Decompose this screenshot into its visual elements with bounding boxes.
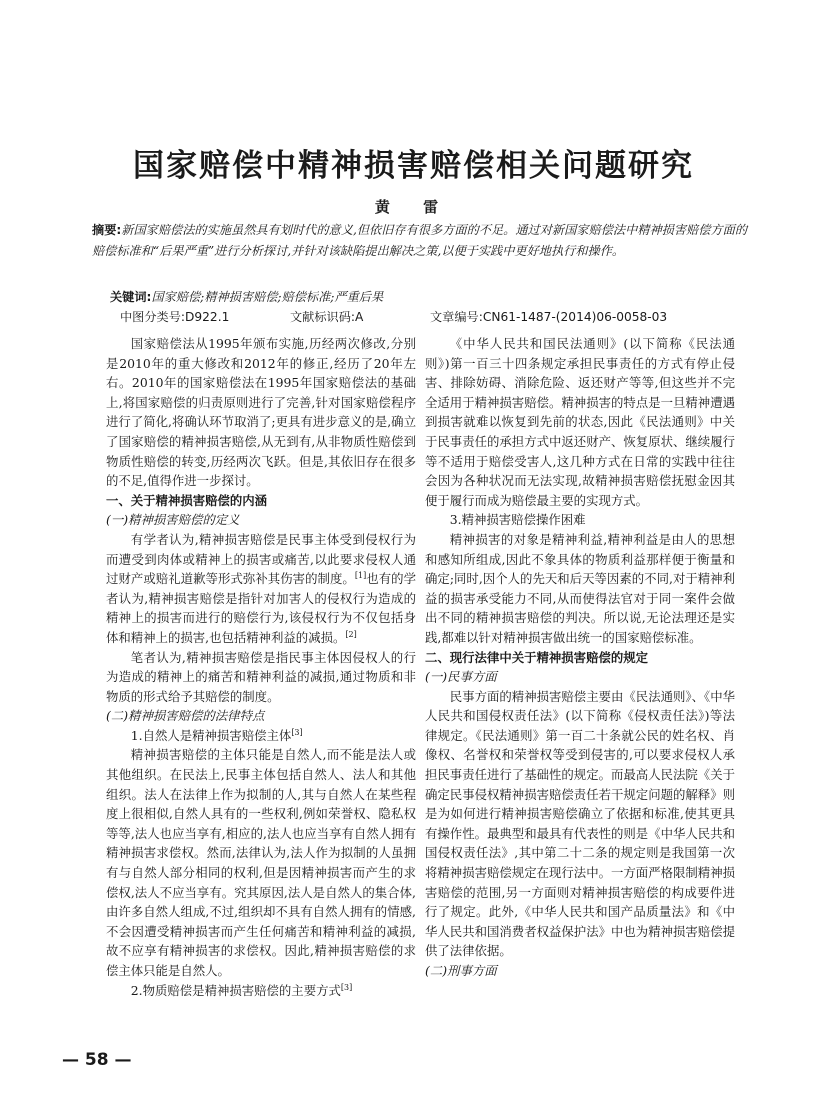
paragraph: 笔者认为,精神损害赔偿是指民事主体因侵权人的行为造成的精神上的痛苦和精神利益的减损,通过物质和非物质的形式给予其赔偿的制度。: [106, 649, 416, 704]
abstract-label: 摘要:: [92, 223, 122, 237]
subsection-heading: (二)精神损害赔偿的法律特点: [106, 708, 265, 724]
citation-ref: [2]: [345, 629, 357, 639]
keywords-label: 关键词:: [110, 290, 152, 304]
paragraph: 精神损害赔偿的主体只能是自然人,而不能是法人或其他组织。在民法上,民事主体包括自然人、法人和其他组织。法人在法律上作为拟制的人,其与自然人在某些程度上很相似,自然人具有的一些权利,例如荣誉权、隐私权等等,法人也应当享有,相应的,法人也应当享有自然人拥有精神损害求偿权。然而,法律认为,法人作为拟制的人虽拥有与自然人部分相同的权利,但是因精神损害而产生的求偿权,法人不应当享有。究其原因,法人是自然人的集合体,由许多自然人组成,不过,组织却不具有自然人拥有的情感,不会因遭受精神损害而产生任何痛苦和精神利益的减损,故不应享有精神损害的求偿权。因此,精神损害赔偿的求偿主体只能是自然人。: [106, 747, 416, 978]
point-heading-text: 1.自然人是精神损害赔偿主体: [130, 727, 292, 743]
paragraph: 民事方面的精神损害赔偿主要由《民法通则》、《中华人民共和国侵权责任法》(以下简称《侵权责任法》)等法律规定。《民法通则》第一百二十条就公民的姓名权、肖像权、名誉权和荣誉权等受到侵害的,可以要求侵权人承担民事责任进行了基础性的规定。而最高人民法院《关于确定民事侵权精神损害赔偿责任若干规定问题的解释》则是为如何进行精神损害赔偿确立了依据和标准,使其更具有操作性。最典型和最具有代表性的则是《中华人民共和国侵权责任法》,其中第二十二条的规定则是我国第一次将精神损害赔偿规定在现行法中。一方面严格限制精神损害赔偿的范围,另一方面则对精神损害赔偿的构成要件进行了规定。此外,《中华人民共和国产品质量法》和《中华人民共和国消费者权益保护法》中也为精神损害赔偿提供了法律依据。: [425, 688, 735, 959]
subsection-heading: (一)民事方面: [425, 669, 497, 685]
paragraph-text: 有学者认为,精神损害赔偿是民事主体受到侵权行为而遭受到肉体或精神上的损害或痛苦,以此要求侵权人通过财产或赔礼道歉等形式弥补其伤害的制度。: [106, 531, 416, 587]
citation-ref: [1]: [354, 571, 367, 580]
citation-ref: [3]: [340, 982, 353, 992]
paragraph: 《中华人民共和国民法通则》(以下简称《民法通则》)第一百三十四条规定承担民事责任的方式有停止侵害、排除妨碍、消除危险、返还财产等等,但这些并不完全适用于精神损害赔偿。精神损害的特点是一旦精神遭遇到损害就难以恢复到先前的状态,因此《民法通则》中关于民事责任的承担方式中返还财产、恢复原状、继续履行等不适用于赔偿受害人,这几种方式在日常的实践中往往会因为各种状况而无法实现,故精神损害赔偿抚慰金因其便于履行而成为赔偿最主要的实现方式。: [425, 336, 735, 508]
point-heading: [106, 981, 416, 1001]
clc-number: 中图分类号:D922.1: [120, 310, 230, 324]
abstract-text: 新国家赔偿法的实施虽然具有划时代的意义,但依旧存有很多方面的不足。通过对新国家赔偿法中精神损害赔偿方面的赔偿标准和“后果严重”进行分析探讨,并针对该缺陷提出解决之策,以便于实践中更好地执行和操作。: [92, 223, 748, 258]
right-column: [425, 334, 735, 981]
paragraph: 国家赔偿法从1995年颁布实施,历经两次修改,分别是2010年的重大修改和2012年的修正,经历了20年左右。2010年的国家赔偿法在1995年国家赔偿法的基础上,将国家赔偿的归责原则进行了完善,针对国家赔偿程序进行了简化,将确认环节取消了;更具有进步意义的是,确立了国家赔偿的精神损害赔偿,从无到有,从非物质性赔偿到物质性赔偿的转变,历经两次飞跃。但是,其依旧存在很多的不足,值得作进一步探讨。: [106, 336, 416, 489]
left-column: [106, 334, 416, 1000]
subsection-heading: (一)精神损害赔偿的定义: [106, 512, 240, 528]
citation-ref: [3]: [291, 727, 303, 737]
section-heading: 一、关于精神损害赔偿的内涵: [106, 492, 268, 508]
abstract: [92, 220, 747, 262]
keywords-text: 国家赔偿;精神损害赔偿;赔偿标准;严重后果: [151, 290, 384, 304]
document-code: 文献标识码:A: [290, 310, 364, 324]
paragraph: [106, 530, 416, 648]
paragraph-text: 也有的学者认为,精神损害赔偿是指针对加害人的侵权行为造成的精神上的损害而进行的赔偿行为,该侵权行为不仅包括身体和精神上的损害,也包括精神利益的减损。: [106, 571, 417, 645]
subsection-heading: (二)刑事方面: [425, 963, 497, 978]
page-number: — 58 —: [62, 1050, 132, 1070]
section-heading: 二、现行法律中关于精神损害赔偿的规定: [425, 649, 649, 665]
article-title: 国家赔偿中精神损害赔偿相关问题研究: [133, 148, 694, 184]
point-heading: [106, 726, 416, 746]
article-number: 文章编号:CN61-1487-(2014)06-0058-03: [430, 310, 668, 324]
keywords: [110, 287, 740, 307]
paragraph: 精神损害的对象是精神利益,精神利益是由人的思想和感知所组成,因此不象具体的物质利益那样便于衡量和确定;同时,因个人的先天和后天等因素的不同,对于精神利益的损害承受能力不同,从而使得法官对于同一案件会做出不同的精神损害赔偿的判决。所以说,无论法理还是实践,都难以针对精神损害做出统一的国家赔偿标准。: [425, 531, 735, 645]
point-heading: 3.精神损害赔偿操作困难: [449, 512, 586, 528]
author-name: 黄 雷: [374, 198, 453, 216]
point-heading-text: 2.物质赔偿是精神损害赔偿的主要方式: [130, 982, 341, 998]
